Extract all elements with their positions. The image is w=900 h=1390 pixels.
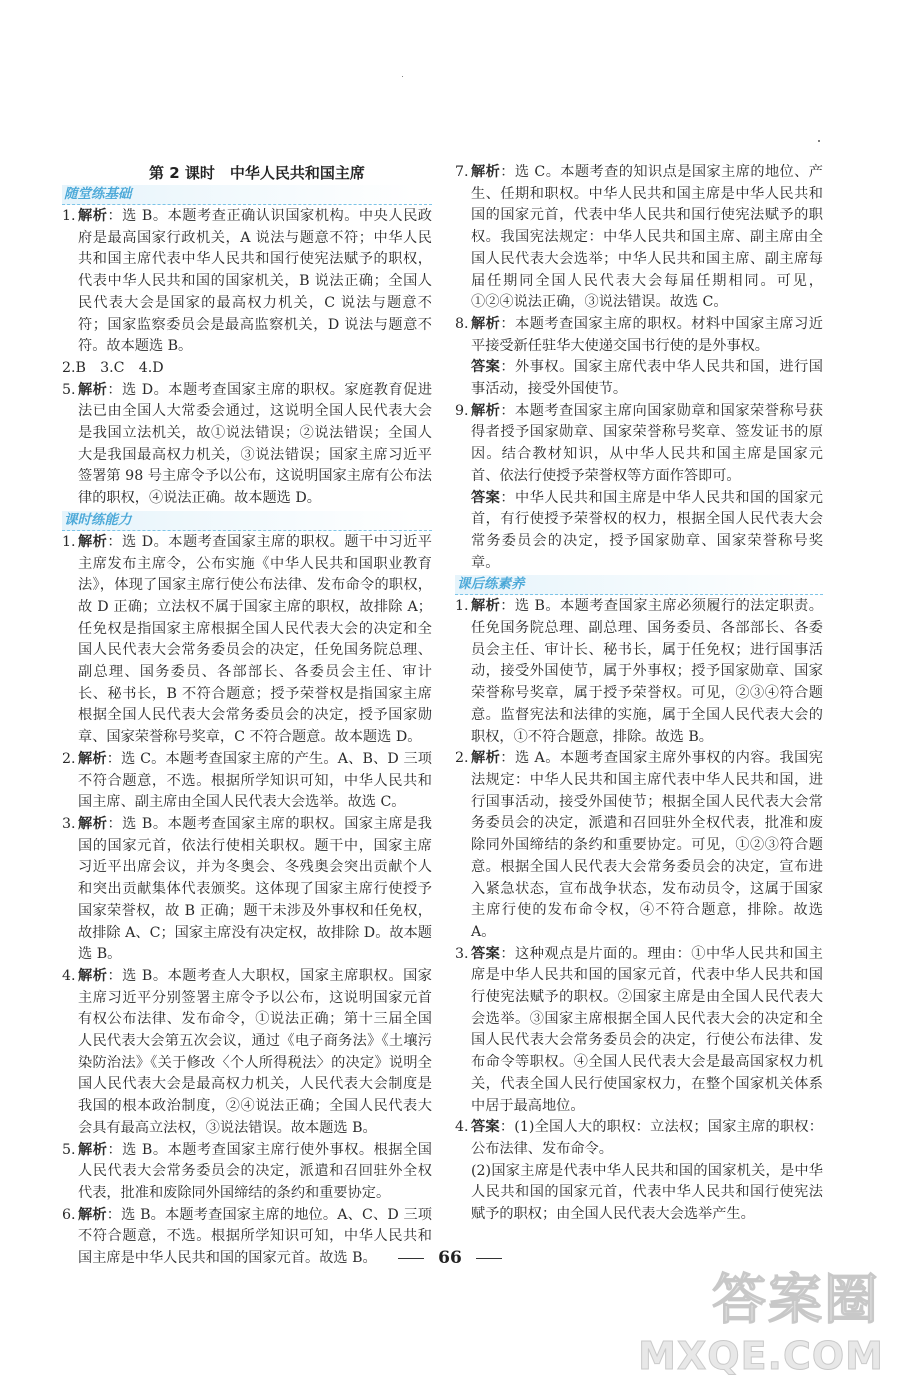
item-text: ：选 A。本题考查国家主席外事权的内容。我国宪法规定：中华人民共和国主席代表中华人民共和国，进行国事活动，接受外国使节；根据全国人民代表大会常务委员会的决定，派遣和召回驻外全权代表，批准和废除同外国缔结的条约和重要协定。可见，①②③符合题意。根据全国人民代表大会常务委员会的决定，宣布进入紧急状态，宣布战争状态，发布动员令，这属于国家主席行使的发布命令权，④不符合题意，排除。故选 A。: [471, 750, 823, 940]
watermark-url: MXQE.COM: [638, 1334, 884, 1378]
item-text: ：这种观点是片面的。理由：①中华人民共和国主席是中华人民共和国的国家元首，代表中华人民共和国行使宪法赋予的职权。②国家主席是由全国人民代表大会选举。③国家主席根据全国人民代表大会的决定和全国人民代表大会常务委员会的决定，行使公布法律、发布命令等职权。④全国人民代表大会是最高国家权力机关，代表全国人民行使国家权力，在整个国家机关体系中居于最高地位。: [471, 945, 823, 1114]
answer-item: [455, 162, 823, 314]
item-text: ：选 D。本题考查国家主席的职权。家庭教育促进法已由全国人大常委会通过，这说明全国人民代表大会是我国立法机关，故①说法错误；②说法错误；全国人大是我国最高权力机关，③说法错误；国家主席习近平签署第 98 号主席令予以公布，这说明国家主席有公布法律的职权，④说法正确。故本题选 D。: [78, 381, 432, 507]
answer-item: [62, 380, 432, 510]
item-label: 解析: [471, 750, 501, 767]
item-label: 解析: [78, 208, 108, 224]
item-text: ：选 C。本题考查的知识点是国家主席的地位、产生、任期和职权。中华人民共和国主席是中华人民共和国的国家元首，代表中华人民共和国行使宪法赋予的职权。我国宪法规定：中华人民共和国主席、副主席由全国人民代表大会选举；中华人民共和国主席、副主席每届任期同全国人民代表大会每届任期相同。可见，①②④说法正确，③说法错误。故选 C。: [471, 164, 823, 311]
answer-paragraph: [455, 488, 823, 575]
answer-item: 2.B 3.C 4.D: [62, 359, 164, 376]
answer-item: [455, 748, 823, 943]
item-label: 解析: [78, 381, 108, 398]
answer-item: [62, 814, 432, 966]
item-text: ：(1)全国人大的职权：立法权；国家主席的职权：公布法律、发布命令。: [471, 1119, 823, 1157]
item-number: 3.: [455, 945, 469, 962]
item-text: ：中华人民共和国主席是中华人民共和国的国家元首，有行使授予荣誉权的权力，根据全国人民代表大会常务委员会的决定，授予国家勋章、国家荣誉称号奖章。: [471, 489, 823, 571]
item-label: 解析: [471, 164, 501, 180]
item-label: 解析: [471, 402, 501, 419]
item-text: ：本题考查国家主席的职权。材料中国家主席习近平接受新任驻华大使递交国书行使的是外事权。: [471, 315, 823, 354]
page-number-dash: [398, 1258, 424, 1259]
right-column: [455, 162, 823, 1226]
item-text: ：选 B。本题考查国家主席必须履行的法定职责。任免国务院总理、副总理、国务委员、各部部长、各委员会主任、审计长、秘书长，属于任免权；进行国事活动，接受外国使节，属于外事权；授予国家勋章、国家荣誉称号奖章，属于授予荣誉权。可见，②③④符合题意。监督宪法和法律的实施，属于全国人民代表大会的职权，①不符合题意，排除。故选 B。: [471, 598, 823, 745]
watermark-logo: [638, 1257, 888, 1382]
item-number: 9.: [455, 402, 469, 419]
item-number: 8.: [455, 315, 469, 332]
left-column: [62, 162, 432, 1270]
item-text: ：选 B。本题考查人大职权，国家主席职权。国家主席习近平分别签署主席令予以公布，这说明国家元首有权公布法律、发布命令，①说法正确；第十三届全国人民代表大会第五次会议，通过《电子商务法》《土壤污染防治法》《关于修改〈个人所得税法〉的决定》说明全国人民代表大会是最高权力机关，人民代表大会制度是我国的根本政治制度，②④说法正确；全国人民代表大会具有最高立法权，③说法错误。故本题选 B。: [78, 967, 432, 1136]
answer-item: [62, 749, 432, 814]
item-label: 解析: [78, 533, 108, 550]
watermark-text: 答案圈: [712, 1268, 880, 1331]
item-label: 答案: [471, 945, 501, 962]
item-number: 2.: [455, 750, 469, 767]
item-label: 解析: [78, 967, 108, 984]
answer-item: [455, 1117, 823, 1160]
item-number: 4.: [62, 967, 76, 984]
answer-item: [62, 532, 432, 749]
answer-paragraph: [455, 357, 823, 400]
answer-item: [62, 206, 432, 358]
answer-paragraph: (2)国家主席是代表中华人民共和国的国家机关，是中华人民共和国的国家元首，代表中华人民共和国行使宪法赋予的职权；由全国人民代表大会选举产生。: [471, 1162, 823, 1223]
item-number: 6.: [62, 1206, 76, 1223]
item-number: 1.: [62, 533, 76, 550]
item-text: ：选 B。本题考查国家主席行使外事权。根据全国人民代表大会常务委员会的决定，派遣和召回驻外全权代表，批准和废除同外国缔结的条约和重要协定。: [78, 1141, 432, 1201]
item-text: ：选 B。本题考查国家主席的地位。A、C、D 三项不符合题意，不选。根据所学知识可知，中华人民共和国主席是中华人民共和国的国家元首。故选 B。: [78, 1206, 432, 1267]
item-label: 解析: [471, 598, 501, 615]
answer-item: [455, 596, 823, 748]
answer-item: [62, 966, 432, 1140]
page-number-dash: [476, 1258, 502, 1259]
item-label: 解析: [78, 815, 108, 832]
item-number: 1.: [62, 208, 76, 224]
item-text: ：外事权。国家主席代表中华人民共和国，进行国事活动，接受外国使节。: [471, 359, 823, 398]
item-text: ：选 D。本题考查国家主席的职权。题干中习近平主席发布主席令，公布实施《中华人民共和国职业教育法》，体现了国家主席行使公布法律、发布命令的职权，故 D 正确；立法权不属于国家主席的职权，故排除 A；任免权是指国家主席根据全国人民代表大会的决定和全国人民代表大会常务委员会的决定，任免国务院总理、副总理、国务委员、各部部长、各委员会主任、审计长、秘书长，B 不符合题意；授予荣誉权是指国家主席根据全国人民代表大会常务委员会的决定，授予国家勋章、国家荣誉称号奖章，C 不符合题意。故本题选 D。: [78, 533, 432, 746]
item-number: 5.: [62, 381, 76, 398]
answer-item: [62, 1140, 432, 1205]
item-text: ：选 B。本题考查正确认识国家机构。中央人民政府是最高国家行政机关，A 说法与题意不符；中华人民共和国主席代表中华人民共和国行使宪法赋予的职权，代表中华人民共和国的国家机关，B 说法正确；全国人民代表大会是国家的最高权力机关，C 说法与题意不符；国家监察委员会是最高监察机关，D 说法与题意不符。故本题选 B。: [78, 208, 432, 355]
item-number: 2.: [62, 750, 76, 767]
section-heading: 课时练能力: [62, 511, 432, 531]
page-title: 第 2 课时 中华人民共和国主席: [149, 164, 365, 182]
answer-item: [455, 401, 823, 488]
item-label: 答案: [471, 359, 501, 376]
item-label: 解析: [471, 315, 501, 332]
item-label: 答案: [471, 489, 501, 506]
item-number: 4.: [455, 1119, 469, 1136]
item-number: 3.: [62, 815, 76, 832]
item-text: ：本题考查国家主席向国家勋章和国家荣誉称号获得者授予国家勋章、国家荣誉称号奖章、签发证书的原因。结合教材知识，从中华人民共和国主席是国家元首、依法行使授予荣誉权等方面作答即可。: [471, 402, 823, 484]
item-number: 1.: [455, 598, 469, 615]
answer-item: [455, 314, 823, 357]
item-label: 解析: [78, 750, 107, 767]
item-number: 5.: [62, 1141, 76, 1158]
section-heading: 随堂练基础: [62, 185, 432, 205]
item-label: 解析: [78, 1206, 107, 1223]
section-heading: 课后练素养: [455, 575, 823, 595]
item-text: ：选 C。本题考查国家主席的产生。A、B、D 三项不符合题意，不选。根据所学知识可知，中华人民共和国主席、副主席由全国人民代表大会选举。故选 C。: [78, 750, 432, 811]
item-number: 7.: [455, 164, 469, 180]
page-number-text: 66: [438, 1248, 462, 1268]
item-text: ：选 B。本题考查国家主席的职权。国家主席是我国的国家元首，依法行使相关职权。题干中，国家主席习近平出席会议，并为冬奥会、冬残奥会突出贡献个人和突出贡献集体代表颁奖。这体现了国家主席行使授予国家荣誉权，故 B 正确；题干未涉及外事权和任免权，故排除 A、C；国家主席没有决定权，故排除 D。故本题选 B。: [78, 815, 432, 963]
item-label: 答案: [471, 1119, 500, 1136]
item-label: 解析: [78, 1141, 108, 1158]
answer-item: [455, 944, 823, 1118]
